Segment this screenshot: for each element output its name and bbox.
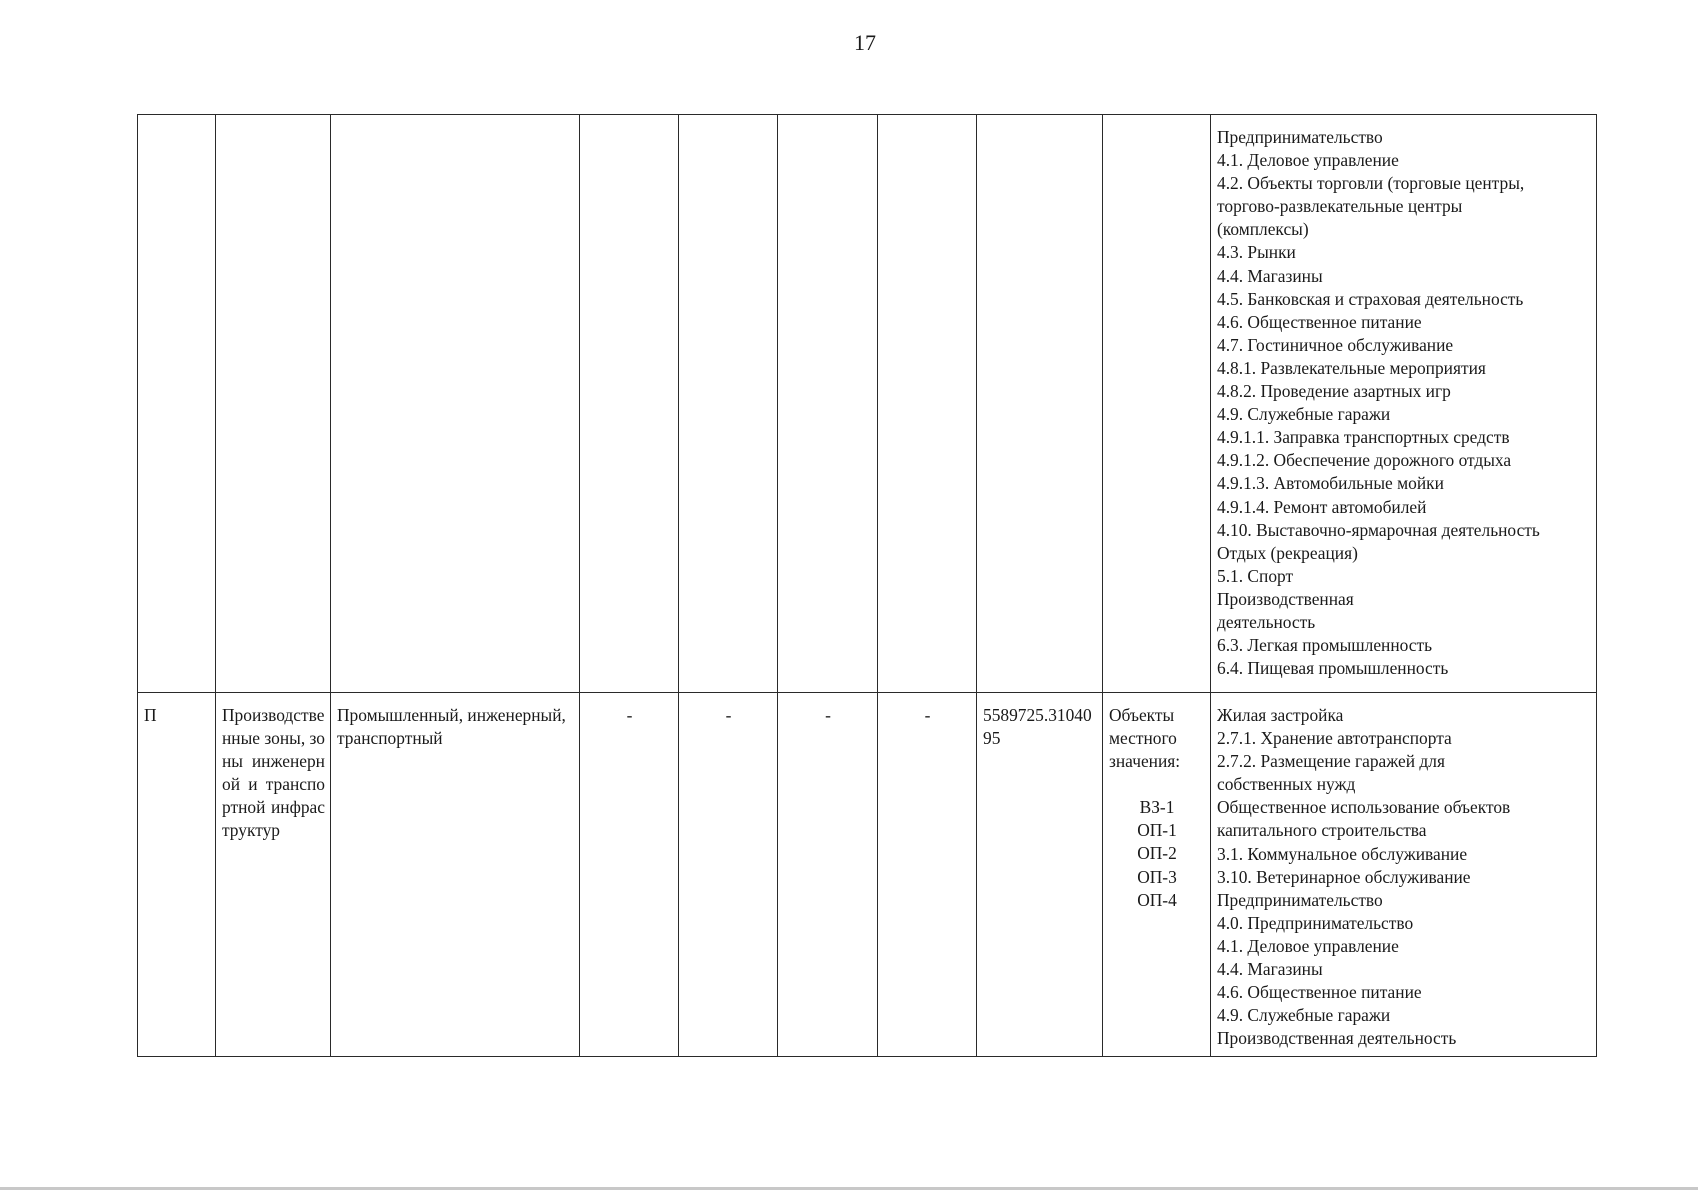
use-item: деятельность <box>1217 611 1316 632</box>
cell-code-empty <box>138 115 216 693</box>
cell-param-3-empty <box>778 115 878 693</box>
use-item: 4.8.2. Проведение азартных игр <box>1217 381 1451 402</box>
table-row-continuation <box>138 115 1597 693</box>
local-object-code: ОП-2 <box>1137 843 1177 864</box>
use-item: (комплексы) <box>1217 219 1309 240</box>
cell-zone-name-empty <box>216 115 331 693</box>
use-item: 4.4. Магазины <box>1217 959 1323 980</box>
use-item: 4.10. Выставочно-ярмарочная деятельность <box>1217 519 1540 540</box>
use-item: 6.4. Пищевая промышленность <box>1217 658 1449 679</box>
zone-name: Производственные зоны, зоны инженерной и транспортной инфраструктур <box>216 693 331 1057</box>
param-1-dash: - <box>580 693 679 1057</box>
zone-area: 5589725.3104095 <box>977 693 1103 1057</box>
use-item: 3.10. Ветеринарное обслуживание <box>1217 866 1471 887</box>
use-item: 2.7.2. Размещение гаражей для <box>1217 751 1445 772</box>
cell-area-empty <box>977 115 1103 693</box>
use-item: 4.6. Общественное питание <box>1217 311 1422 332</box>
use-item: Отдых (рекреация) <box>1217 542 1358 563</box>
use-item: 6.3. Легкая промышленность <box>1217 635 1433 656</box>
use-item: 4.1. Деловое управление <box>1217 935 1399 956</box>
use-item: Производственная <box>1217 588 1354 609</box>
use-item: 4.9.1.4. Ремонт автомобилей <box>1217 496 1427 517</box>
cell-permitted-uses <box>1211 115 1597 693</box>
use-item: собственных нужд <box>1217 774 1356 795</box>
param-4-dash: - <box>878 693 977 1057</box>
use-item: 2.7.1. Хранение автотранспорта <box>1217 728 1452 749</box>
local-object-code: ВЗ-1 <box>1139 797 1175 818</box>
zone-type: Промышленный, инженерный, транспортный <box>331 693 580 1057</box>
use-item: 4.9. Служебные гаражи <box>1217 1005 1391 1026</box>
page-number: 17 <box>854 30 876 55</box>
local-objects-cell <box>1103 693 1211 1057</box>
param-2-dash: - <box>679 693 778 1057</box>
use-item: 4.5. Банковская и страховая деятельность <box>1217 288 1524 309</box>
use-item: Предпринимательство <box>1217 127 1383 147</box>
cell-param-2-empty <box>679 115 778 693</box>
use-item: 4.2. Объекты торговли (торговые центры, <box>1217 173 1525 194</box>
use-item: 3.1. Коммунальное обслуживание <box>1217 843 1468 864</box>
cell-param-1-empty <box>580 115 679 693</box>
table-row-zone-p <box>138 693 1597 1057</box>
objects-gap <box>1109 773 1205 796</box>
use-item: Жилая застройка <box>1217 705 1344 725</box>
use-item: 4.9. Служебные гаражи <box>1217 404 1391 425</box>
use-item: 4.1. Деловое управление <box>1217 150 1399 171</box>
cell-objects-empty <box>1103 115 1211 693</box>
use-item: Общественное использование объектов <box>1217 797 1511 818</box>
local-object-code: ОП-4 <box>1137 889 1177 910</box>
use-item: 4.9.1.3. Автомобильные мойки <box>1217 473 1444 494</box>
use-item: торгово-развлекательные центры <box>1217 196 1463 217</box>
cell-permitted-uses <box>1211 693 1597 1057</box>
use-item: 4.8.1. Развлекательные мероприятия <box>1217 357 1486 378</box>
use-item: 4.6. Общественное питание <box>1217 982 1422 1003</box>
use-item: 4.9.1.2. Обеспечение дорожного отдыха <box>1217 450 1512 471</box>
local-object-code: ОП-1 <box>1137 820 1177 841</box>
local-objects-title: Объекты местного значения: <box>1109 705 1181 772</box>
use-item: 4.0. Предпринимательство <box>1217 912 1414 933</box>
use-item: капитального строительства <box>1217 820 1427 841</box>
scan-edge-rule <box>0 1187 1698 1190</box>
use-item: 5.1. Спорт <box>1217 565 1294 586</box>
use-item: Производственная деятельность <box>1217 1028 1457 1049</box>
cell-zone-type-empty <box>331 115 580 693</box>
use-item: 4.7. Гостиничное обслуживание <box>1217 334 1454 355</box>
local-object-code: ОП-3 <box>1137 866 1177 887</box>
param-3-dash: - <box>778 693 878 1057</box>
use-item: Предпринимательство <box>1217 889 1383 910</box>
use-item: 4.4. Магазины <box>1217 265 1323 286</box>
zone-code: П <box>138 693 216 1057</box>
use-item: 4.9.1.1. Заправка транспортных средств <box>1217 427 1510 448</box>
zones-table <box>137 114 1597 1057</box>
use-item: 4.3. Рынки <box>1217 242 1296 263</box>
cell-param-4-empty <box>878 115 977 693</box>
